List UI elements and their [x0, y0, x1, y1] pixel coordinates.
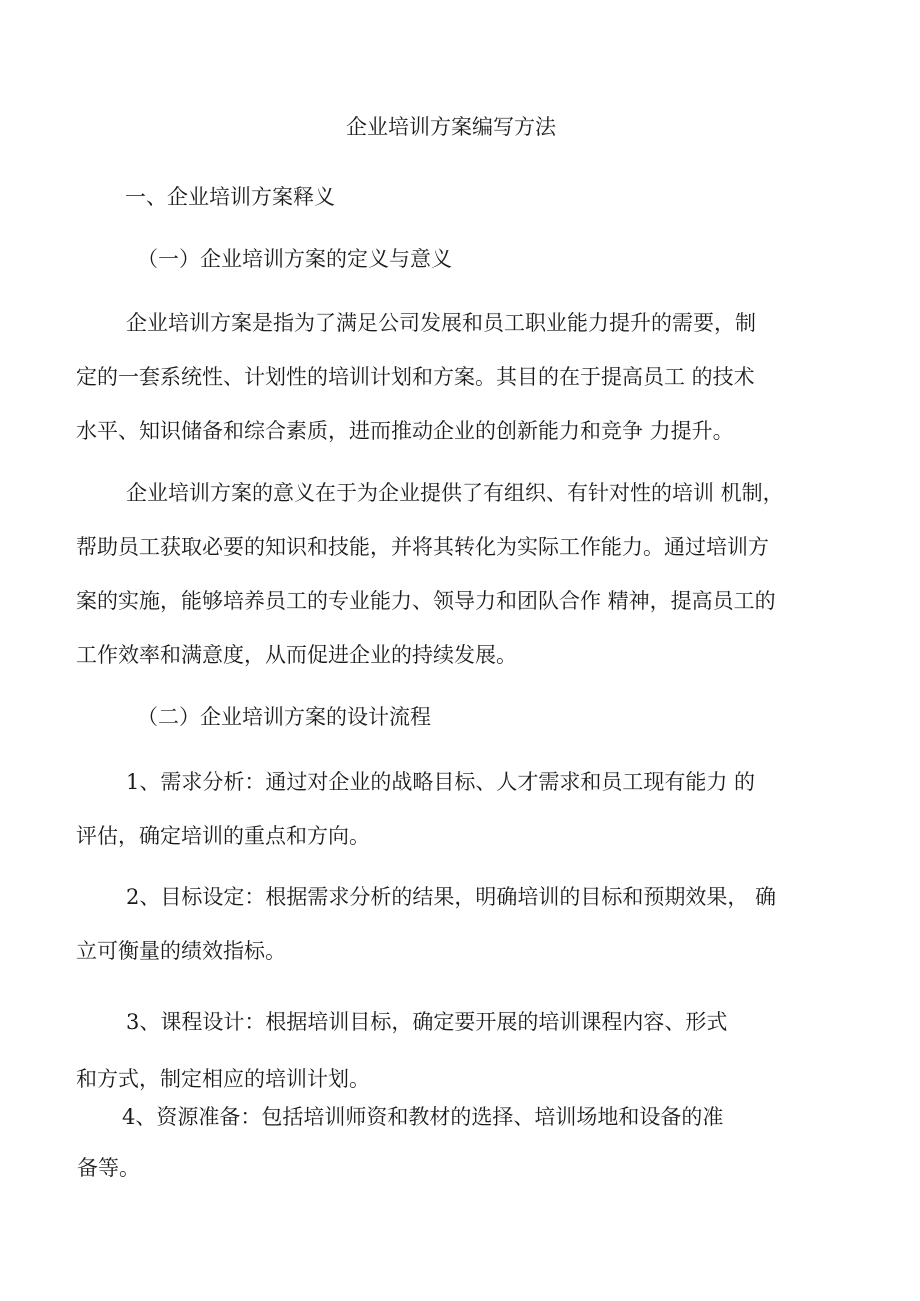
list-item-line: 2、目标设定：根据需求分析的结果，明确培训的目标和预期效果， 确	[126, 885, 777, 909]
paragraph-line: 水平、知识储备和综合素质，进而推动企业的创新能力和竞争 力提升。	[76, 419, 734, 443]
paragraph-line: 企业培训方案是指为了满足公司发展和员工职业能力提升的需要，制	[126, 311, 756, 335]
list-item-line: 1、需求分析：通过对企业的战略目标、人才需求和员工现有能力 的	[126, 770, 756, 794]
list-item-line: 评估，确定培训的重点和方向。	[76, 824, 370, 848]
paragraph-line: 定的一套系统性、计划性的培训计划和方案。其目的在于提高员工 的技术	[76, 365, 755, 389]
list-item-line: 4、资源准备：包括培训师资和教材的选择、培训场地和设备的准	[122, 1105, 724, 1129]
subsection-heading: （一）企业培训方案的定义与意义	[137, 247, 452, 271]
list-item-line: 备等。	[77, 1156, 140, 1180]
paragraph-line: 工作效率和满意度，从而促进企业的持续发展。	[76, 643, 517, 667]
section-heading: 一、企业培训方案释义	[125, 185, 335, 209]
paragraph-line: 案的实施，能够培养员工的专业能力、领导力和团队合作 精神，提高员工的	[76, 589, 776, 613]
list-item-line: 和方式，制定相应的培训计划。	[76, 1067, 370, 1091]
list-item-line: 立可衡量的绩效指标。	[76, 939, 286, 963]
paragraph-line: 帮助员工获取必要的知识和技能，并将其转化为实际工作能力。通过培训方	[76, 535, 769, 559]
list-item-line: 3、课程设计：根据培训目标，确定要开展的培训课程内容、形式	[126, 1010, 728, 1034]
subsection-heading: （二）企业培训方案的设计流程	[137, 705, 431, 729]
document-title: 企业培训方案编写方法	[346, 115, 556, 139]
paragraph-line: 企业培训方案的意义在于为企业提供了有组织、有针对性的培训 机制，	[126, 481, 784, 505]
